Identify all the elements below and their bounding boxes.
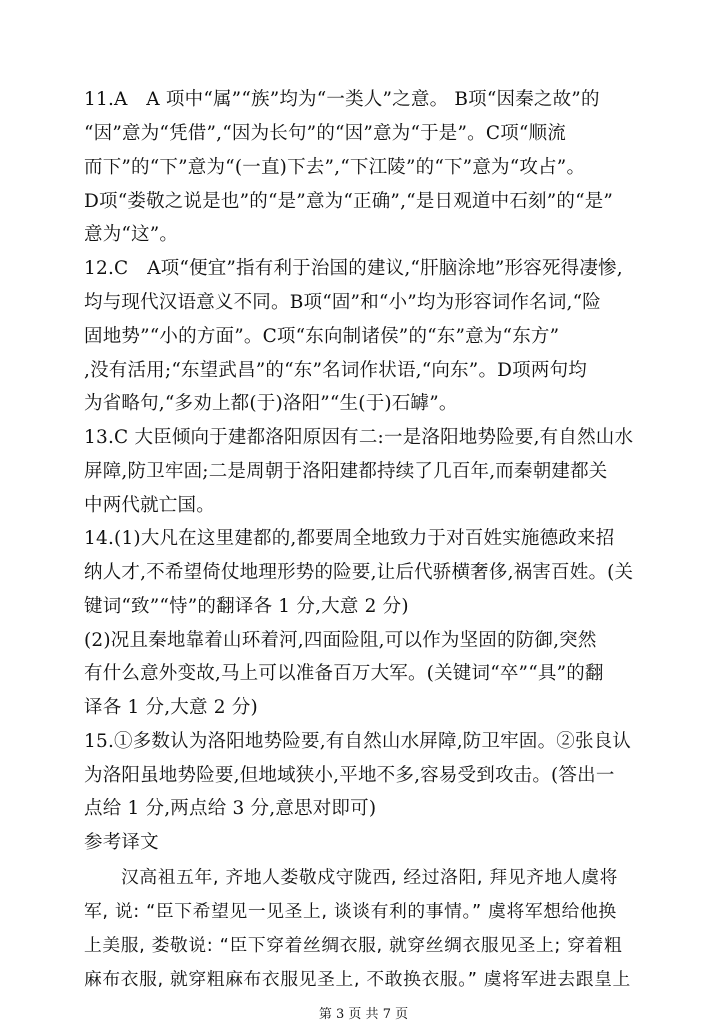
page-footer: 第 3 页 共 7 页 [318, 1007, 409, 1022]
answer-15-line-2: 为洛阳虽地势险要,但地域狭小,平地不多,容易受到攻击。(答出一 [84, 765, 615, 786]
translation-line-1: 汉高祖五年, 齐地人娄敬戍守陇西, 经过洛阳, 拜见齐地人虞将 [121, 867, 619, 888]
answer-12-line-1: 12.C A项“便宜”指有利于治国的建议,“肝脑涂地”形容死得凄惨, [84, 258, 623, 279]
answer-14-line-2: 纳人才,不希望倚仗地理形势的险要,让后代骄横奢侈,祸害百姓。(关 [84, 562, 634, 583]
answer-14-line-3: 键词“致”“恃”的翻译各 1 分,大意 2 分) [84, 596, 409, 617]
translation-line-3: 上美服, 娄敬说: “臣下穿着丝绸衣服, 就穿丝绸衣服见圣上; 穿着粗 [84, 935, 623, 956]
answer-13-line-2: 屏障,防卫牢固;二是周朝于洛阳建都持续了几百年,而秦朝建都关 [84, 461, 608, 482]
answer-11-line-2: “因”意为“凭借”,“因为长句”的“因”意为“于是”。C项“顺流 [84, 123, 566, 144]
answer-14-line-1: 14.(1)大凡在这里建都的,都要周全地致力于对百姓实施德政来招 [84, 528, 615, 549]
answer-14-line-5: 有什么意外变故,马上可以准备百万大军。(关键词“卒”“具”的翻 [84, 663, 604, 684]
answer-12-line-5: 为省略句,“多劝上都(于)洛阳”“生(于)石罅”。 [84, 393, 458, 414]
translation-line-4: 麻布衣服, 就穿粗麻布衣服见圣上, 不敢换衣服。” 虞将军进去跟皇上 [84, 969, 631, 990]
translation-line-2: 军, 说: “臣下希望见一见圣上, 谈谈有利的事情。” 虞将军想给他换 [84, 901, 617, 922]
answer-13-line-3: 中两代就亡国。 [84, 495, 215, 516]
answer-11-line-1: 11.A A 项中“属”“族”均为“一类人”之意。 B项“因秦之故”的 [84, 89, 600, 110]
answer-12-line-2: 均与现代汉语意义不同。B项“固”和“小”均为形容词作名词,“险 [84, 292, 601, 313]
answer-11-line-4: D项“娄敬之说是也”的“是”意为“正确”,“是日观道中石刻”的“是” [84, 191, 614, 212]
answer-15-line-1: 15.①多数认为洛阳地势险要,有自然山水屏障,防卫牢固。②张良认 [84, 731, 632, 752]
answer-15-line-3: 点给 1 分,两点给 3 分,意思对即可) [84, 798, 377, 819]
answer-12-line-4: ,没有活用;“东望武昌”的“东”名词作状语,“向东”。D项两句均 [84, 360, 587, 381]
answer-14-line-4: (2)况且秦地靠着山环着河,四面险阻,可以作为坚固的防御,突然 [84, 630, 597, 651]
answer-11-line-5: 意为“这”。 [84, 224, 179, 245]
reference-translation-heading: 参考译文 [84, 832, 159, 853]
answer-12-line-3: 固地势”“小的方面”。C项“东向制诸侯”的“东”意为“东方” [84, 326, 560, 347]
answer-11-line-3: 而下”的“下”意为“(一直)下去”,“下江陵”的“下”意为“攻占”。 [84, 157, 586, 178]
answer-13-line-1: 13.C 大臣倾向于建都洛阳原因有二:一是洛阳地势险要,有自然山水 [84, 427, 634, 448]
answer-14-line-6: 译各 1 分,大意 2 分) [84, 697, 258, 718]
